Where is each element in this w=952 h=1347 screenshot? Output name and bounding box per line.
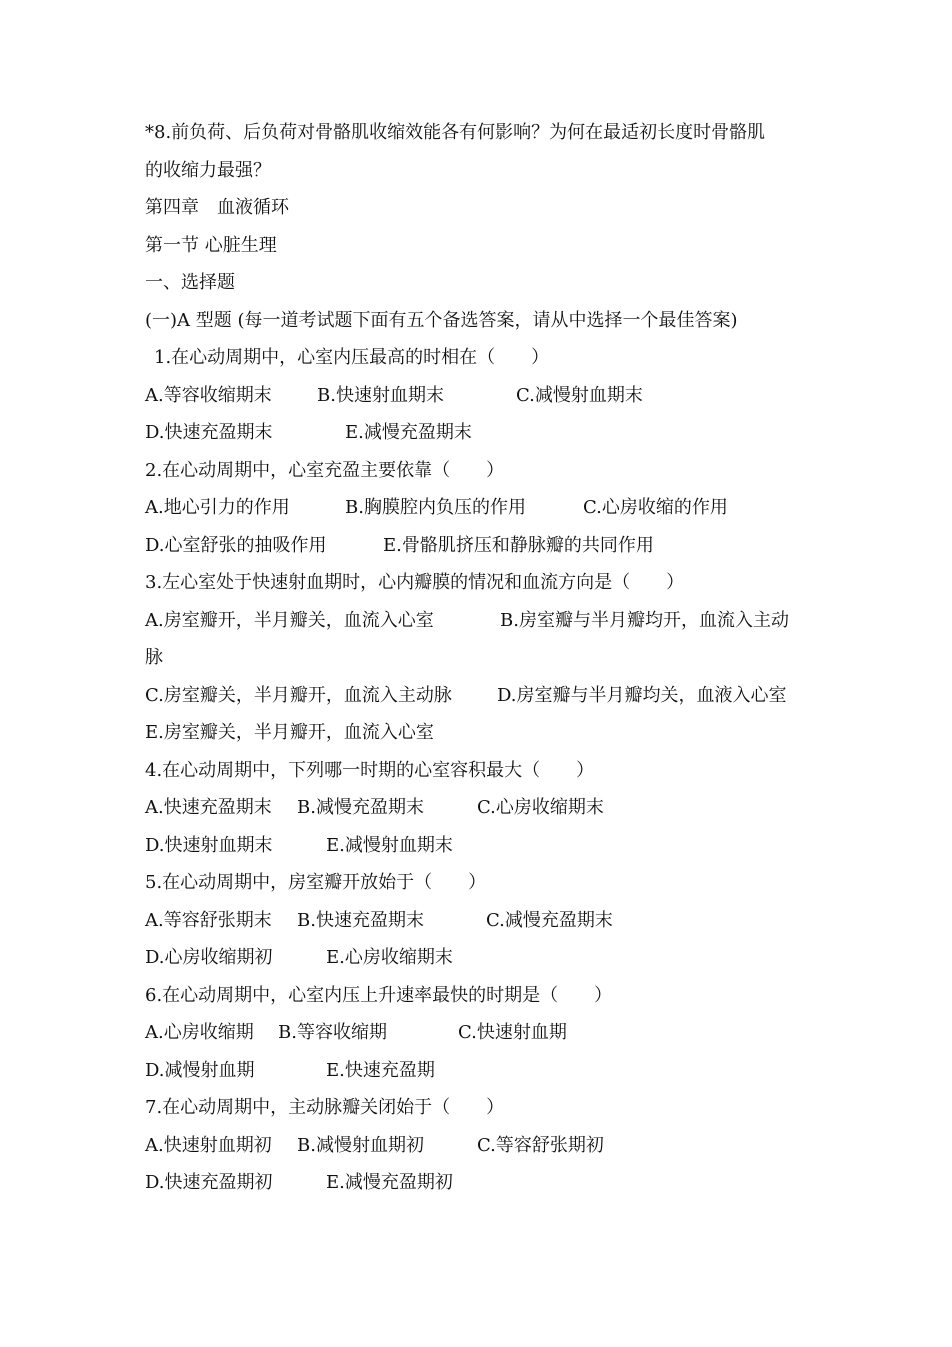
option: D.快速充盈期初 (145, 1172, 273, 1193)
part-heading: 一、选择题 (145, 272, 235, 293)
option: C.心房收缩的作用 (583, 497, 728, 518)
option: E.减慢充盈期末 (345, 422, 472, 443)
option: D.快速射血期末 (145, 834, 273, 856)
option-row (145, 714, 825, 752)
option: E.减慢充盈期初 (326, 1172, 453, 1193)
option: E.骨骼肌挤压和静脉瓣的共同作用 (383, 534, 654, 556)
option: A.快速射血期初 (145, 1134, 272, 1156)
option-row (145, 639, 825, 677)
option: B.快速充盈期末 (297, 909, 424, 931)
option: C.房室瓣关，半月瓣开，血流入主动脉 (145, 684, 452, 706)
option: D.心房收缩期初 (145, 947, 273, 968)
option: B.快速射血期末 (317, 384, 444, 406)
option: C.心房收缩期末 (477, 797, 604, 818)
option: A.地心引力的作用 (145, 497, 290, 518)
option: B.减慢射血期初 (297, 1134, 424, 1156)
option: A.快速充盈期末 (145, 797, 272, 818)
document-body (145, 114, 825, 1202)
option-row (145, 1052, 825, 1090)
option: 脉 (145, 647, 163, 668)
question-stem: 4.在心动周期中，下列哪一时期的心室容积最大（ ） (145, 759, 595, 781)
option: A.心房收缩期 (145, 1022, 254, 1043)
option: A.房室瓣开，半月瓣关，血流入心室 (145, 609, 434, 631)
question-8-line-2: 的收缩力最强？ (145, 159, 271, 181)
question-stem: 7.在心动周期中，主动脉瓣关闭始于（ ） (145, 1097, 505, 1118)
chapter-heading: 第四章 血液循环 (145, 197, 289, 218)
option-row (145, 1014, 825, 1052)
option: B.房室瓣与半月瓣均开，血流入主动 (500, 609, 789, 631)
question-type-heading: (一)A 型题 (每一道考试题下面有五个备选答案，请从中选择一个最佳答案) (145, 309, 738, 331)
option: D.房室瓣与半月瓣均关，血液入心室 (497, 684, 787, 706)
option-row (145, 414, 825, 452)
option: B.等容收缩期 (278, 1022, 387, 1043)
option-row (145, 527, 825, 565)
option-row (145, 489, 825, 527)
option-row (145, 602, 825, 640)
option: D.减慢射血期 (145, 1059, 255, 1081)
question-8-line-1: *8.前负荷、后负荷对骨骼肌收缩效能各有何影响？为何在最适初长度时骨骼肌 (145, 122, 766, 143)
option: B.胸膜腔内负压的作用 (345, 497, 526, 518)
option-row (145, 939, 825, 977)
option: E.减慢射血期末 (326, 834, 453, 856)
option-row (145, 1164, 825, 1202)
option: D.快速充盈期末 (145, 422, 273, 443)
option: E.房室瓣关，半月瓣开，血流入心室 (145, 722, 434, 743)
option: C.减慢射血期末 (516, 384, 643, 406)
option-row (145, 677, 825, 715)
option: C.等容舒张期初 (477, 1134, 604, 1156)
option: E.心房收缩期末 (326, 947, 453, 968)
option-row (145, 789, 825, 827)
option: A.等容收缩期末 (145, 384, 272, 406)
option: D.心室舒张的抽吸作用 (145, 534, 327, 556)
option: B.减慢充盈期末 (297, 797, 424, 818)
option-row (145, 902, 825, 940)
option-row (145, 1127, 825, 1165)
option-row (145, 377, 825, 415)
question-stem: 1.在心动周期中，心室内压最高的时相在（ ） (154, 347, 550, 368)
question-stem: 3.左心室处于快速射血期时，心内瓣膜的情况和血流方向是（ ） (145, 572, 685, 593)
option-row (145, 827, 825, 865)
option: C.快速射血期 (458, 1022, 567, 1043)
question-stem: 5.在心动周期中，房室瓣开放始于（ ） (145, 872, 487, 893)
option: E.快速充盈期 (326, 1059, 435, 1081)
question-stem: 2.在心动周期中，心室充盈主要依靠（ ） (145, 459, 505, 481)
option: C.减慢充盈期末 (486, 909, 613, 931)
section-heading: 第一节 心脏生理 (145, 234, 277, 256)
question-stem: 6.在心动周期中，心室内压上升速率最快的时期是（ ） (145, 984, 613, 1006)
option: A.等容舒张期末 (145, 909, 272, 931)
